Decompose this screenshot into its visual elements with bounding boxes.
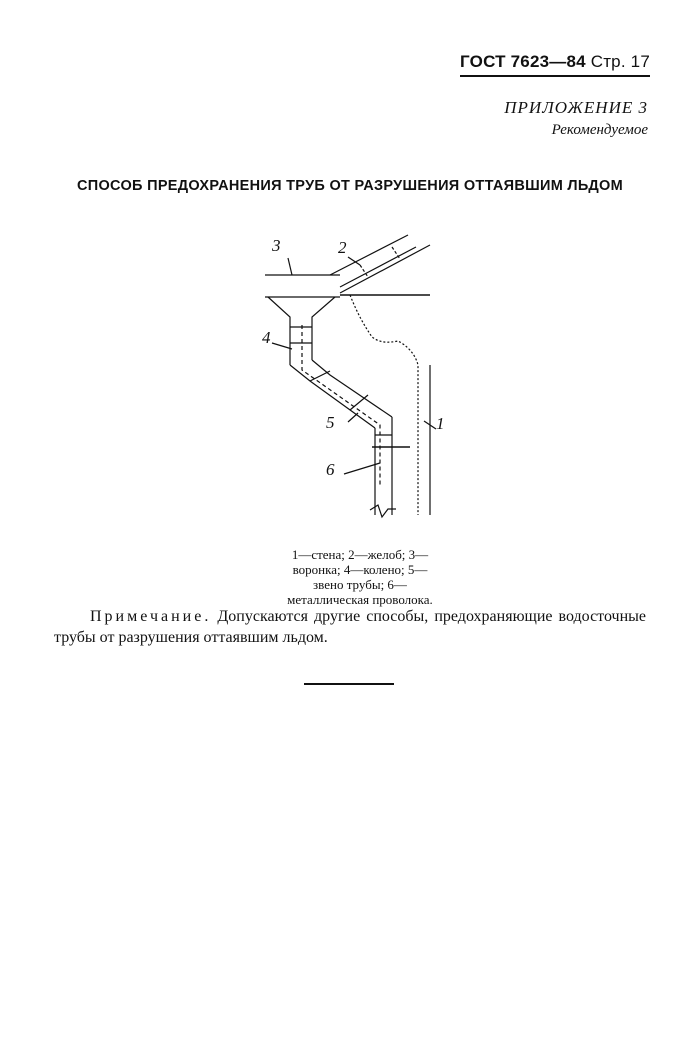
pipe-joint-2 <box>350 395 368 410</box>
note-label: Примечание. <box>90 608 212 625</box>
gutter-bottom <box>340 247 416 287</box>
appendix-status: Рекомендуемое <box>551 122 648 138</box>
caption-line-4: металлическая проволока. <box>287 592 433 607</box>
pipe-joint-1 <box>310 371 330 381</box>
drainpipe-figure <box>240 225 470 525</box>
end-rule <box>304 683 394 685</box>
caption-line-2: воронка; 4—колено; 5— <box>292 562 428 577</box>
caption-line-1: 1—стена; 2—желоб; 3— <box>291 547 429 562</box>
leader-4 <box>272 343 292 349</box>
figure-drawing <box>265 235 436 517</box>
note-text: Допускаются другие способы, предохраняющие водосточные трубы от разрушения оттаявшим льдом. <box>54 608 647 646</box>
callout-4: 4 <box>262 328 271 347</box>
callout-5: 5 <box>326 413 335 432</box>
standard-number: ГОСТ 7623—84 <box>460 52 586 71</box>
wall-edge <box>350 295 418 515</box>
leader-5 <box>348 413 358 422</box>
callout-3: 3 <box>272 236 281 255</box>
wire-path <box>302 325 380 485</box>
roof-slope <box>340 245 430 293</box>
leader-3 <box>288 258 292 275</box>
caption-line-3: звено трубы; 6— <box>313 577 407 592</box>
callout-1: 1 <box>436 414 445 433</box>
note-paragraph <box>54 606 646 648</box>
funnel-outline <box>268 297 335 327</box>
callout-2: 2 <box>338 238 347 257</box>
document-header <box>460 52 650 72</box>
page-number: Стр. 17 <box>590 52 650 71</box>
callout-6: 6 <box>326 460 335 479</box>
header-rule <box>460 75 650 77</box>
appendix-label: ПРИЛОЖЕНИЕ 3 <box>504 98 648 117</box>
appendix-block <box>504 96 648 142</box>
page-title: СПОСОБ ПРЕДОХРАНЕНИЯ ТРУБ ОТ РАЗРУШЕНИЯ ОТТАЯВШИМ ЛЬДОМ <box>76 178 623 194</box>
figure-caption <box>255 547 465 607</box>
